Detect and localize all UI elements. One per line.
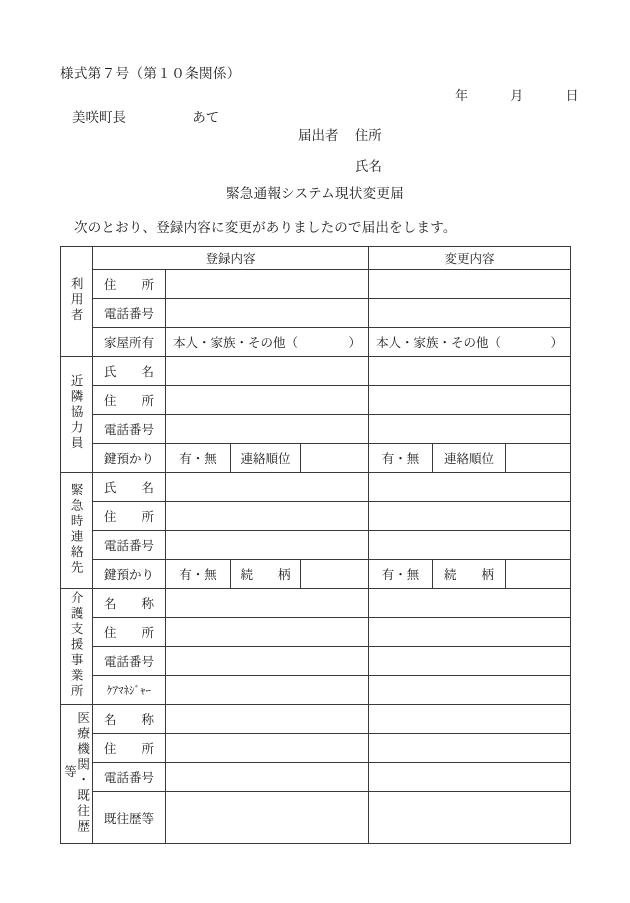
intro-text: 次のとおり、登録内容に変更がありましたので届出をします。 [74, 220, 457, 236]
table-row [61, 473, 571, 502]
row-label-neighbor-address: 住 所 [93, 386, 166, 415]
table-row [61, 270, 571, 299]
row-label-neighbor-phone: 電話番号 [93, 415, 166, 444]
change-notification-table [60, 246, 571, 844]
row-label-emergency-address: 住 所 [93, 502, 166, 531]
field-neighbor-address-changed[interactable] [369, 386, 571, 415]
section-label-care-office: 介護支援事業所 [61, 589, 93, 705]
table-row [61, 560, 571, 589]
field-emergency-address-changed[interactable] [369, 502, 571, 531]
section-label-neighbor: 近隣協力員 [61, 357, 93, 473]
field-neighbor-address-registered[interactable] [166, 386, 369, 415]
submitter-name-label: 氏名 [355, 159, 382, 175]
column-header-changed: 変更内容 [369, 247, 571, 270]
row-label-user-address: 住 所 [93, 270, 166, 299]
section-label-user: 利用者 [61, 247, 93, 357]
field-emergency-relation-changed[interactable] [506, 560, 571, 589]
row-label-medical-history: 既往歴等 [93, 792, 166, 844]
table-row [61, 299, 571, 328]
row-label-care-office-phone: 電話番号 [93, 647, 166, 676]
row-label-care-manager: ｹｱﾏﾈｼﾞｬｰ [93, 676, 166, 705]
row-label-emergency-name: 氏 名 [93, 473, 166, 502]
form-code: 様式第７号（第１０条関係） [60, 66, 241, 82]
submitter-address-line [298, 124, 382, 144]
option-emergency-keykeeping-changed[interactable]: 有・無 [369, 560, 433, 589]
option-emergency-keykeeping-registered[interactable]: 有・無 [166, 560, 231, 589]
field-medical-phone-registered[interactable] [166, 763, 369, 792]
field-emergency-name-changed[interactable] [369, 473, 571, 502]
table-row [61, 734, 571, 763]
field-neighbor-order-changed[interactable] [506, 444, 571, 473]
table-header-row [61, 247, 571, 270]
section-label-medical: 医療機関・既往歴等 [61, 705, 93, 844]
field-medical-phone-changed[interactable] [369, 763, 571, 792]
table-row [61, 792, 571, 844]
field-care-office-phone-changed[interactable] [369, 647, 571, 676]
submitter-label: 届出者 [298, 128, 339, 144]
field-user-phone-registered[interactable] [166, 299, 369, 328]
field-user-address-changed[interactable] [369, 270, 571, 299]
field-medical-name-registered[interactable] [166, 705, 369, 734]
table-row [61, 357, 571, 386]
field-neighbor-phone-changed[interactable] [369, 415, 571, 444]
date-line [455, 85, 579, 104]
row-label-neighbor-name: 氏 名 [93, 357, 166, 386]
row-label-medical-address: 住 所 [93, 734, 166, 763]
field-care-manager-registered[interactable] [166, 676, 369, 705]
row-label-user-phone: 電話番号 [93, 299, 166, 328]
field-medical-name-changed[interactable] [369, 705, 571, 734]
field-care-office-address-registered[interactable] [166, 618, 369, 647]
field-care-office-address-changed[interactable] [369, 618, 571, 647]
table-row [61, 328, 571, 357]
date-month-label: 月 [510, 89, 524, 104]
row-label-emergency-phone: 電話番号 [93, 531, 166, 560]
table-row [61, 676, 571, 705]
row-label-medical-phone: 電話番号 [93, 763, 166, 792]
row-label-care-office-name: 名 称 [93, 589, 166, 618]
table-row [61, 705, 571, 734]
submitter-address-label: 住所 [354, 128, 382, 144]
field-care-office-name-registered[interactable] [166, 589, 369, 618]
date-day-label: 日 [565, 89, 579, 104]
sublabel-emergency-relation-registered: 続 柄 [231, 560, 301, 589]
table-row [61, 763, 571, 792]
document-title: 緊急通報システム現状変更届 [225, 186, 405, 202]
table-row [61, 647, 571, 676]
field-care-office-name-changed[interactable] [369, 589, 571, 618]
date-year-label: 年 [455, 89, 469, 104]
row-label-user-ownership: 家屋所有 [93, 328, 166, 357]
table-row [61, 589, 571, 618]
field-emergency-relation-registered[interactable] [301, 560, 369, 589]
row-label-emergency-keykeeping: 鍵預かり [93, 560, 166, 589]
table-body [61, 247, 571, 844]
section-label-emergency-contact: 緊急時連絡先 [61, 473, 93, 589]
field-user-phone-changed[interactable] [369, 299, 571, 328]
field-neighbor-name-registered[interactable] [166, 357, 369, 386]
table-row [61, 444, 571, 473]
ownership-options-changed: 本人・家族・その他（ [376, 335, 502, 350]
field-medical-address-changed[interactable] [369, 734, 571, 763]
field-emergency-phone-registered[interactable] [166, 531, 369, 560]
table-row [61, 618, 571, 647]
field-care-office-phone-registered[interactable] [166, 647, 369, 676]
ownership-options-registered: 本人・家族・その他（ [173, 335, 299, 350]
addressee-line [72, 106, 219, 126]
table-row [61, 415, 571, 444]
row-label-neighbor-keykeeping: 鍵預かり [93, 444, 166, 473]
field-neighbor-order-registered[interactable] [301, 444, 369, 473]
table-row [61, 502, 571, 531]
field-user-ownership-registered[interactable] [166, 328, 369, 357]
table-row [61, 531, 571, 560]
field-emergency-name-registered[interactable] [166, 473, 369, 502]
addressee-name: 美咲町長 [72, 110, 126, 126]
field-emergency-phone-changed[interactable] [369, 531, 571, 560]
field-medical-history-registered[interactable] [166, 792, 369, 844]
field-user-address-registered[interactable] [166, 270, 369, 299]
option-neighbor-keykeeping-changed[interactable]: 有・無 [369, 444, 433, 473]
row-label-care-office-address: 住 所 [93, 618, 166, 647]
ownership-close-paren-registered: ） [348, 335, 362, 350]
table-row [61, 386, 571, 415]
option-neighbor-keykeeping-registered[interactable]: 有・無 [166, 444, 231, 473]
sublabel-neighbor-order-registered: 連絡順位 [231, 444, 301, 473]
field-care-manager-changed[interactable] [369, 676, 571, 705]
sublabel-emergency-relation-changed: 続 柄 [433, 560, 506, 589]
field-neighbor-phone-registered[interactable] [166, 415, 369, 444]
sublabel-neighbor-order-changed: 連絡順位 [433, 444, 506, 473]
addressee-suffix: あて [192, 110, 220, 126]
column-header-registered: 登録内容 [93, 247, 369, 270]
field-neighbor-name-changed[interactable] [369, 357, 571, 386]
ownership-close-paren-changed: ） [550, 335, 564, 350]
row-label-medical-name: 名 称 [93, 705, 166, 734]
field-user-ownership-changed[interactable] [369, 328, 571, 357]
field-emergency-address-registered[interactable] [166, 502, 369, 531]
submitter-name-line [355, 155, 382, 175]
field-medical-history-changed[interactable] [369, 792, 571, 844]
field-medical-address-registered[interactable] [166, 734, 369, 763]
